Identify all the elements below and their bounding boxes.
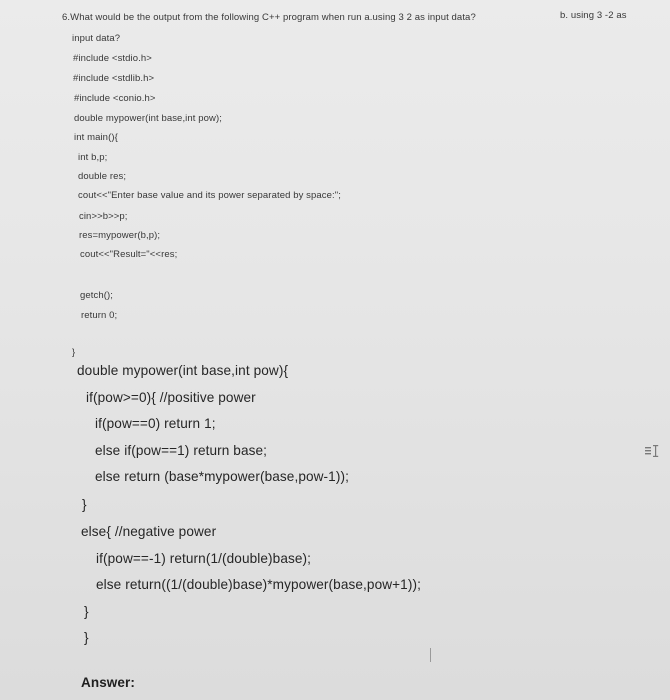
code-else-return-neg: else return((1/(double)base)*mypower(base,pow+1)); [96,577,421,592]
code-cin: cin>>b>>p; [79,211,128,222]
question-part-b: b. using 3 -2 as [560,10,627,21]
code-include-stdio: #include <stdio.h> [73,53,152,64]
code-return-zero: return 0; [81,310,118,321]
code-cout-prompt: cout<<"Enter base value and its power separated by space:"; [78,190,341,201]
code-else-close: } [84,604,89,619]
code-else-negative: else{ //negative power [81,524,217,539]
code-int-vars: int b,p; [78,152,108,163]
code-else-if-one: else if(pow==1) return base; [95,443,268,458]
text-cursor-icon [645,444,661,458]
code-res-assign: res=mypower(b,p); [79,230,161,241]
code-main-decl: int main(){ [74,132,118,143]
code-main-close: } [72,347,76,358]
code-include-stdlib: #include <stdlib.h> [73,73,155,84]
code-else-return: else return (base*mypower(base,pow-1)); [95,469,349,484]
code-if-positive: if(pow>=0){ //positive power [86,390,256,405]
page-mark [430,648,431,662]
answer-label: Answer: [81,675,135,690]
code-func-decl: double mypower(int base,int pow){ [77,363,289,378]
code-func-close: } [84,630,89,645]
code-cout-result: cout<<"Result="<<res; [80,249,178,260]
code-double-res: double res; [78,171,127,182]
code-prototype: double mypower(int base,int pow); [74,113,222,124]
question-line-1: 6.What would be the output from the following C++ program when run a.using 3 2 as input data? [62,12,476,23]
code-getch: getch(); [80,290,114,301]
code-if-neg-one: if(pow==-1) return(1/(double)base); [96,551,312,566]
code-if-zero: if(pow==0) return 1; [95,416,216,431]
question-line-2: input data? [72,33,121,44]
code-include-conio: #include <conio.h> [74,93,156,104]
code-if-close: } [82,497,87,512]
